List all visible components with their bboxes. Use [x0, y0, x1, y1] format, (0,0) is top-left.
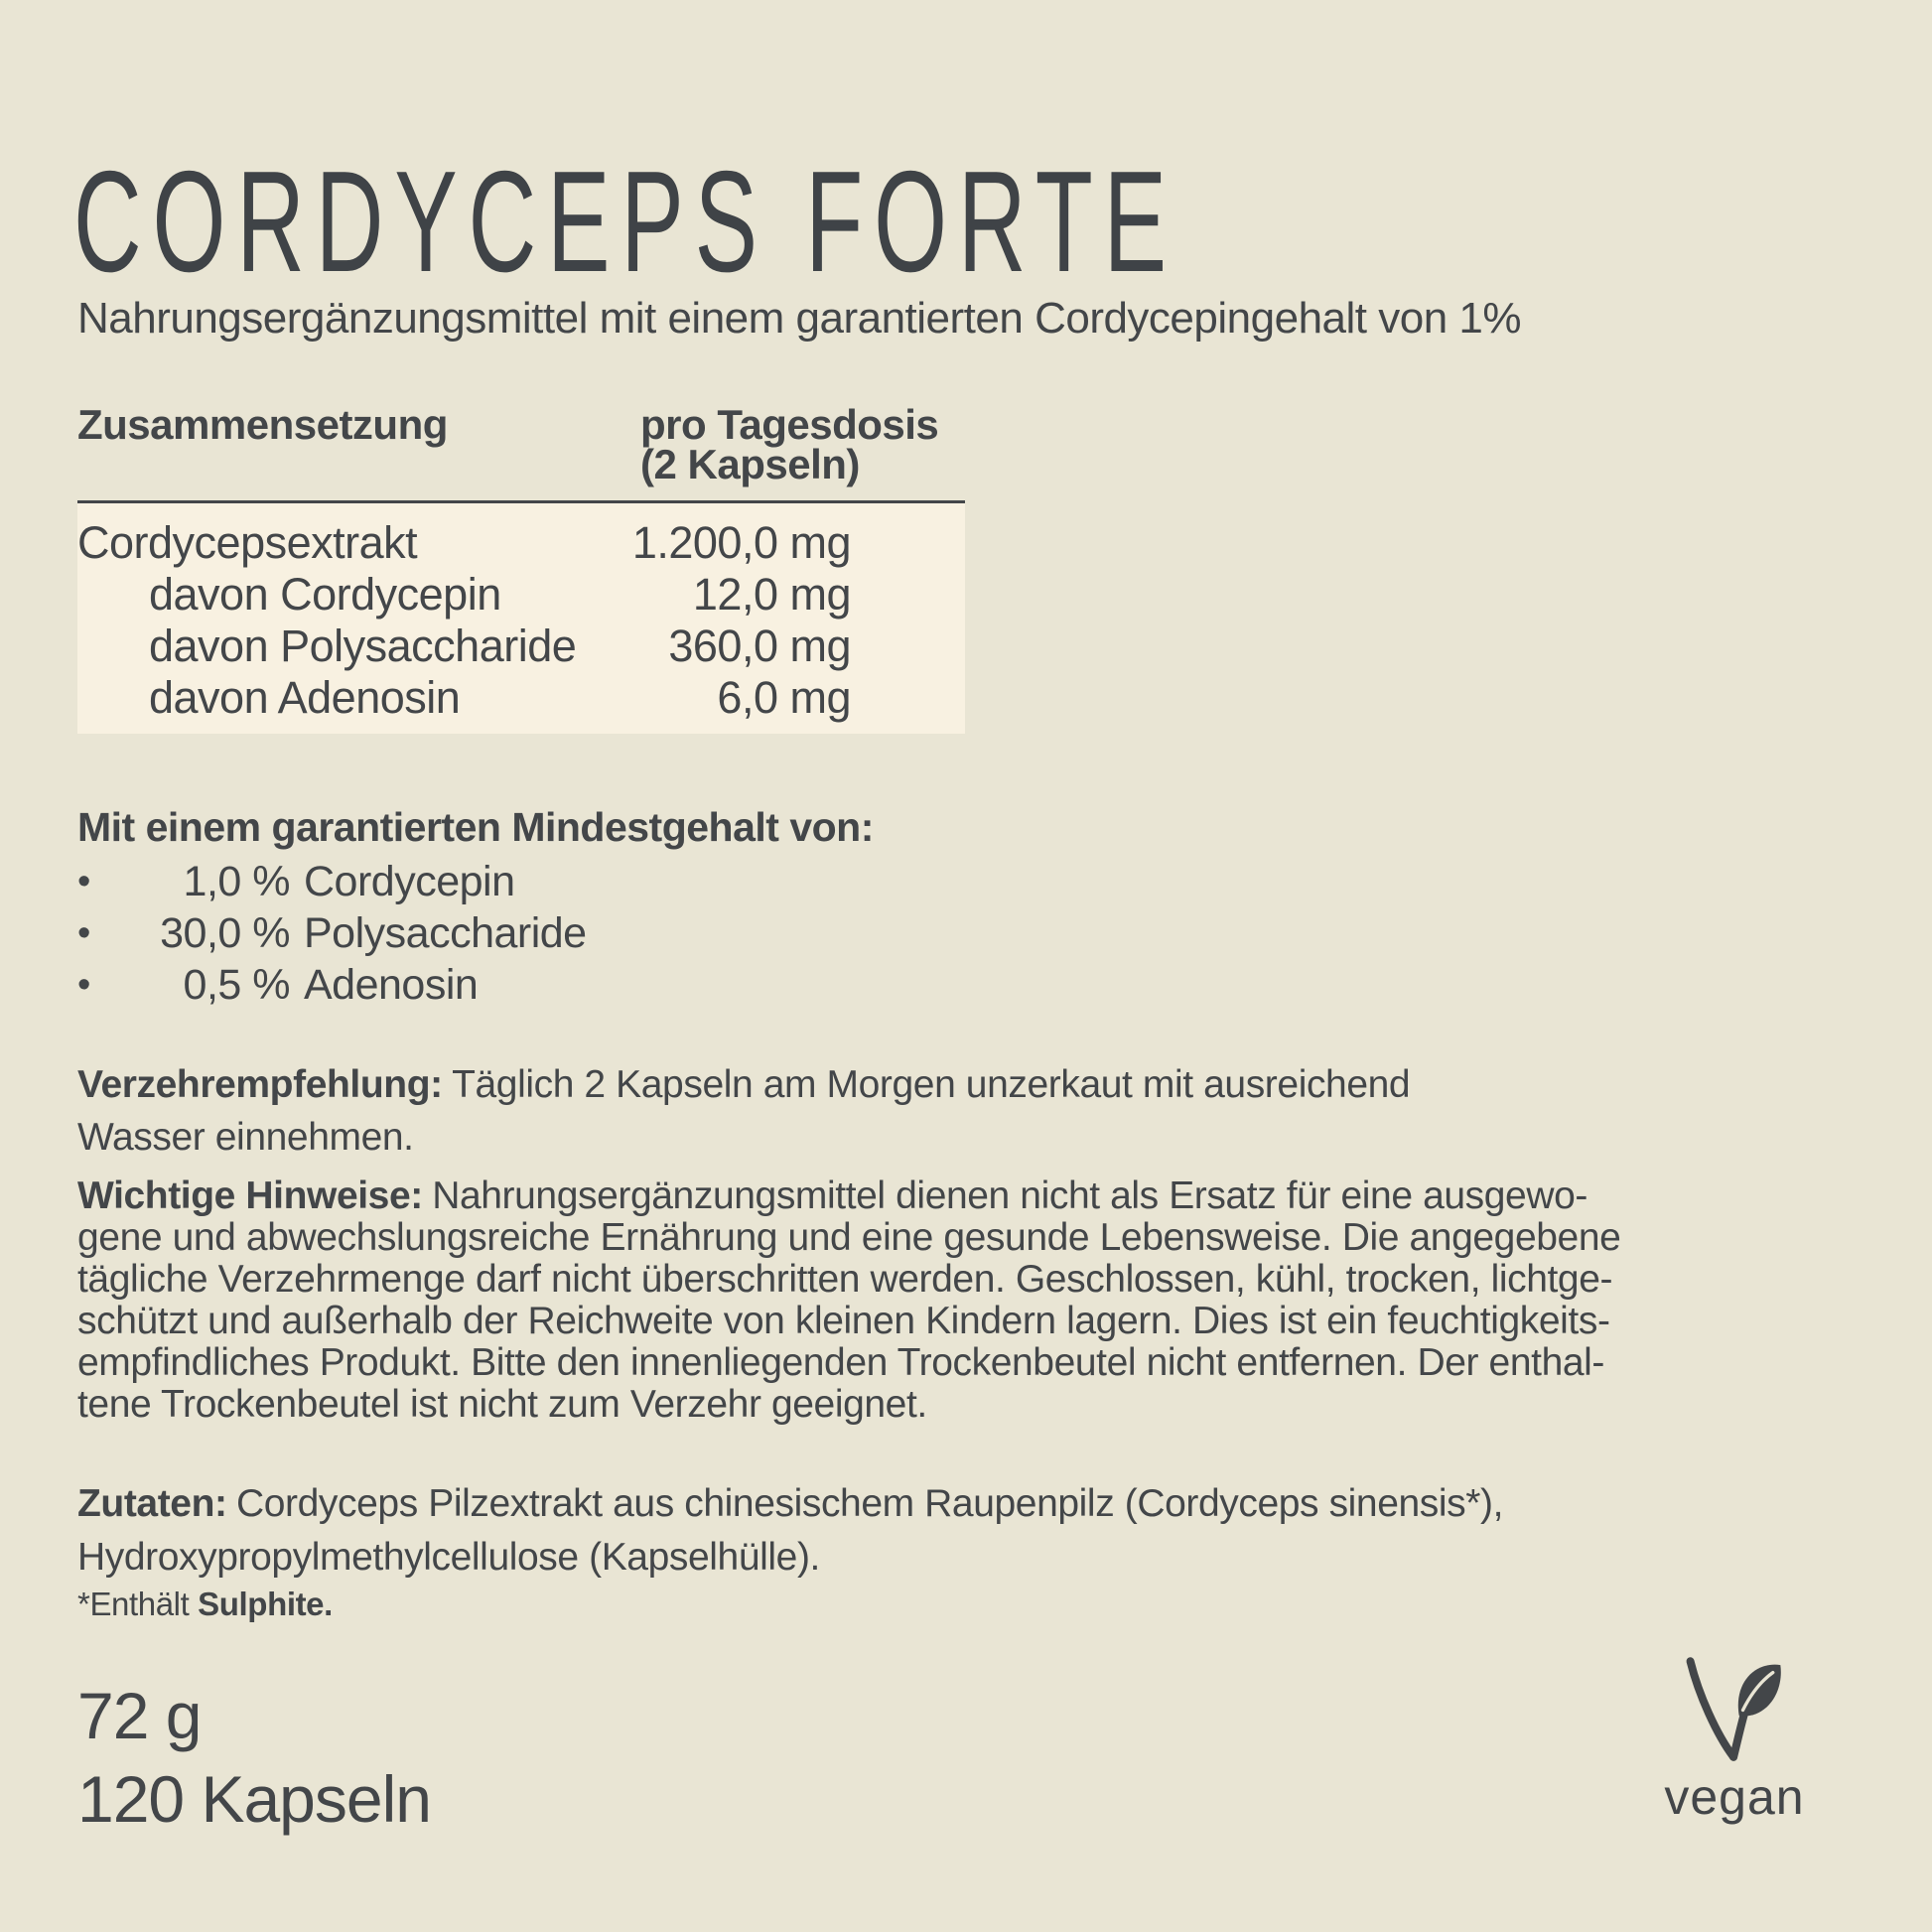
bullet-icon: • [77, 964, 90, 1006]
text-line [77, 1477, 1503, 1531]
text-line: Wasser einnehmen. [77, 1116, 414, 1159]
minimum-content-section [77, 804, 874, 1011]
bullet-icon: • [77, 912, 90, 954]
column-header-composition: Zusammensetzung [77, 401, 448, 448]
dosage-paragraph [77, 1058, 1410, 1164]
list-item [77, 959, 874, 1011]
ingredient-amount: 360,0 mg [668, 621, 851, 671]
ingredient-amount: 12,0 mg [692, 569, 851, 620]
composition-table [77, 401, 965, 734]
text-line [77, 1175, 1620, 1217]
ingredients-paragraph [77, 1477, 1503, 1585]
ingredient-name: Cordycepsextrakt [77, 517, 418, 568]
notes-text: Nahrungsergänzungsmittel dienen nicht als Ersatz für eine ausgewo- [432, 1174, 1587, 1217]
dosage-text: Täglich 2 Kapseln am Morgen unzerkaut mit ausreichend [452, 1063, 1411, 1106]
composition-table-header [77, 401, 965, 500]
table-row [77, 517, 965, 569]
allergen-prefix: *Enthält [77, 1586, 190, 1622]
product-subtitle: Nahrungsergänzungsmittel mit einem garantierten Cordycepingehalt von 1% [77, 294, 1521, 343]
list-item [77, 907, 874, 959]
minimum-content-heading: Mit einem garantierten Mindestgehalt von: [77, 804, 874, 850]
table-row [77, 672, 965, 724]
text-line: schützt und außerhalb der Reichweite von kleinen Kindern lagern. Dies ist ein feuchtigkeits- [77, 1300, 1610, 1342]
product-title: CORDYCEPS FORTE [73, 141, 1177, 302]
capsule-count: 120 Kapseln [77, 1762, 431, 1836]
list-item [77, 856, 874, 907]
minimum-name: Adenosin [304, 961, 479, 1009]
text-line: gene und abwechslungsreiche Ernährung und eine gesunde Lebensweise. Die angegebene [77, 1216, 1621, 1259]
text-line: tägliche Verzehrmenge darf nicht überschritten werden. Geschlossen, kühl, trocken, lichtge- [77, 1258, 1613, 1301]
pack-size [77, 1674, 431, 1841]
table-row [77, 621, 965, 672]
allergen-bold: Sulphite. [198, 1586, 333, 1622]
ingredient-amount: 6,0 mg [717, 672, 851, 723]
net-weight: 72 g [77, 1679, 202, 1752]
column-header-daily-dose-line2: (2 Kapseln) [640, 441, 860, 487]
minimum-value: 1,0 % [183, 858, 290, 905]
column-header-daily-dose-line1: pro Tagesdosis [640, 401, 939, 448]
text-line: Hydroxypropylmethylcellulose (Kapselhülle). [77, 1536, 820, 1579]
column-header-daily-dose [640, 401, 965, 500]
vegan-label: vegan [1664, 1769, 1805, 1825]
composition-table-body [77, 503, 965, 734]
text-line [77, 1058, 1410, 1111]
allergen-note [77, 1585, 333, 1624]
minimum-value: 30,0 % [160, 909, 290, 957]
notes-label: Wichtige Hinweise: [77, 1174, 423, 1217]
dosage-label: Verzehrempfehlung: [77, 1063, 443, 1106]
bullet-icon: • [77, 861, 90, 902]
text-line: empfindliches Produkt. Bitte den innenliegenden Trockenbeutel nicht entfernen. Der enthal- [77, 1341, 1604, 1384]
ingredients-text: Cordyceps Pilzextrakt aus chinesischem Raupenpilz (Cordyceps sinensis*), [235, 1482, 1504, 1525]
minimum-name: Polysaccharide [304, 909, 587, 957]
minimum-name: Cordycepin [304, 858, 515, 905]
ingredients-label: Zutaten: [77, 1482, 227, 1525]
ingredient-name: davon Cordycepin [149, 569, 501, 620]
minimum-value: 0,5 % [183, 961, 290, 1009]
vegan-mark [1640, 1654, 1829, 1825]
ingredient-amount: 1.200,0 mg [631, 517, 851, 568]
important-notes-paragraph [77, 1175, 1620, 1426]
vegan-leaf-icon [1683, 1654, 1786, 1765]
table-row [77, 569, 965, 621]
text-line: tene Trockenbeutel ist nicht zum Verzehr geeignet. [77, 1383, 927, 1426]
ingredient-name: davon Polysaccharide [149, 621, 577, 671]
ingredient-name: davon Adenosin [149, 672, 461, 723]
